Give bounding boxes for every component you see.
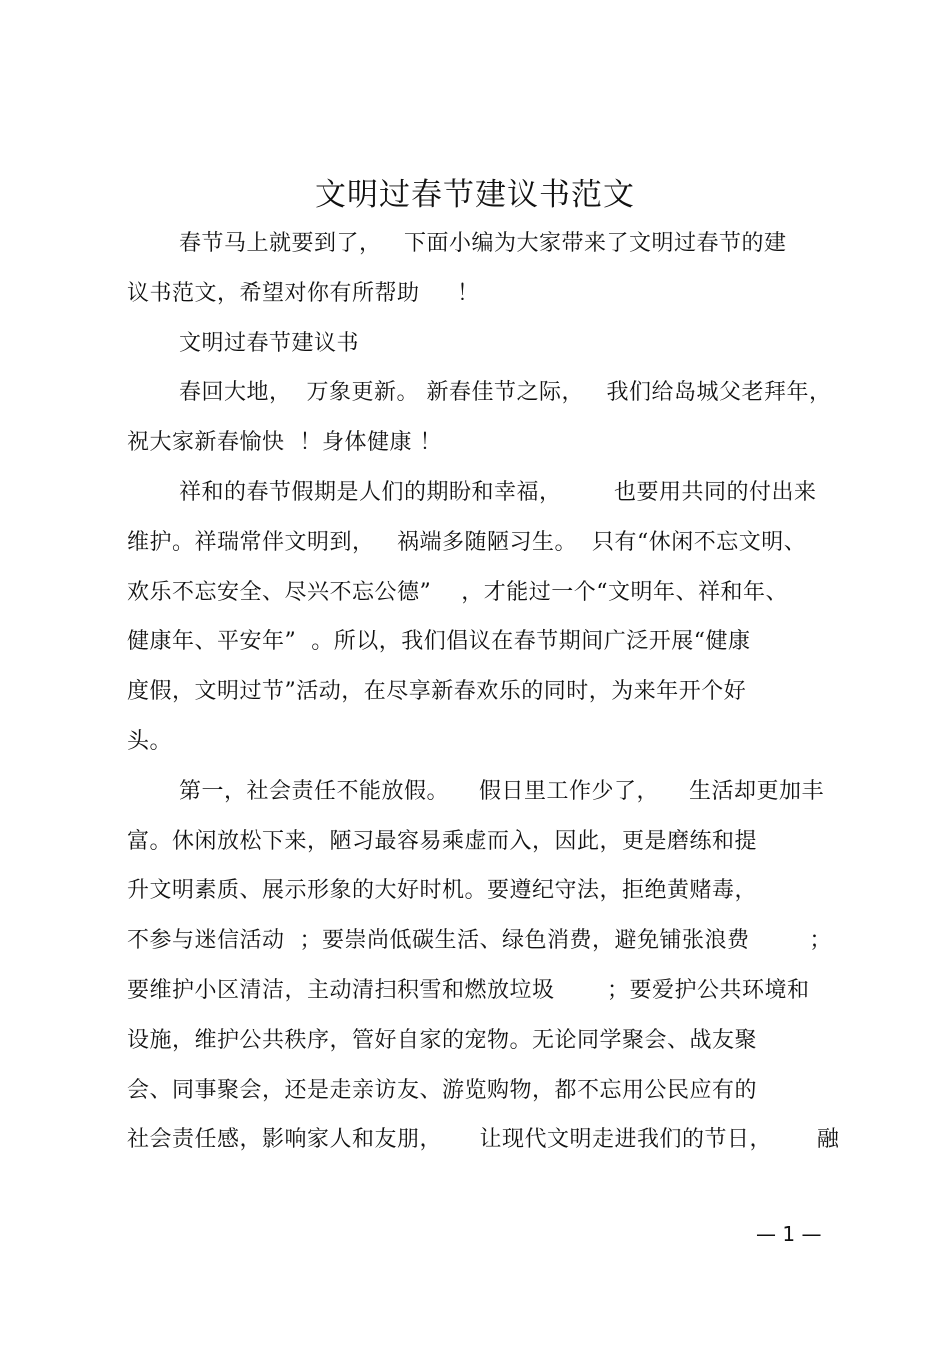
page-number: — 1 — <box>756 1222 822 1246</box>
paragraph-line: 社会责任感，影响家人和友朋， 让现代文明走进我们的节日， 融 <box>127 1127 840 1152</box>
paragraph-line: 健康年、平安年” 。所以，我们倡议在春节期间广泛开展“健康 <box>127 629 751 654</box>
paragraph-line: 维护。祥瑞常伴文明到， 祸端多随陋习生。 只有“休闲不忘文明、 <box>127 530 807 555</box>
paragraph-line: 升文明素质、展示形象的大好时机。要遵纪守法，拒绝黄赌毒， <box>127 878 758 903</box>
paragraph-line: 第一，社会责任不能放假。 假日里工作少了， 生活却更加丰 <box>179 779 824 804</box>
paragraph-line: 头。 <box>127 729 173 754</box>
paragraph-line: 欢乐不忘安全、尽兴不忘公德” ，才能过一个“文明年、祥和年、 <box>127 580 788 605</box>
paragraph-line: 祝大家新春愉快 ！身体健康 ！ <box>127 430 442 455</box>
paragraph-line: 议书范文，希望对你有所帮助 ！ <box>127 281 480 306</box>
paragraph-line: 富。休闲放松下来，陋习最容易乘虚而入，因此，更是磨练和提 <box>127 829 758 854</box>
document-title: 文明过春节建议书范文 <box>315 177 635 213</box>
paragraph-line: 不参与迷信活动 ；要崇尚低碳生活、绿色消费，避免铺张浪费 ； <box>127 928 832 953</box>
paragraph-line: 春节马上就要到了， 下面小编为大家带来了文明过春节的建 <box>179 231 787 256</box>
paragraph-line: 祥和的春节假期是人们的期盼和幸福， 也要用共同的付出来 <box>179 480 817 505</box>
paragraph-line: 设施，维护公共秩序，管好自家的宠物。无论同学聚会、战友聚 <box>127 1028 758 1053</box>
paragraph-line: 度假，文明过节”活动，在尽享新春欢乐的同时，为来年开个好 <box>127 679 747 704</box>
paragraph-line: 要维护小区清洁，主动清扫积雪和燃放垃圾 ；要爱护公共环境和 <box>127 978 810 1003</box>
paragraph-line: 春回大地， 万象更新。 新春佳节之际， 我们给岛城父老拜年， <box>179 380 832 405</box>
section-heading: 文明过春节建议书 <box>179 331 360 356</box>
paragraph-line: 会、同事聚会，还是走亲访友、游览购物，都不忘用公民应有的 <box>127 1078 758 1103</box>
